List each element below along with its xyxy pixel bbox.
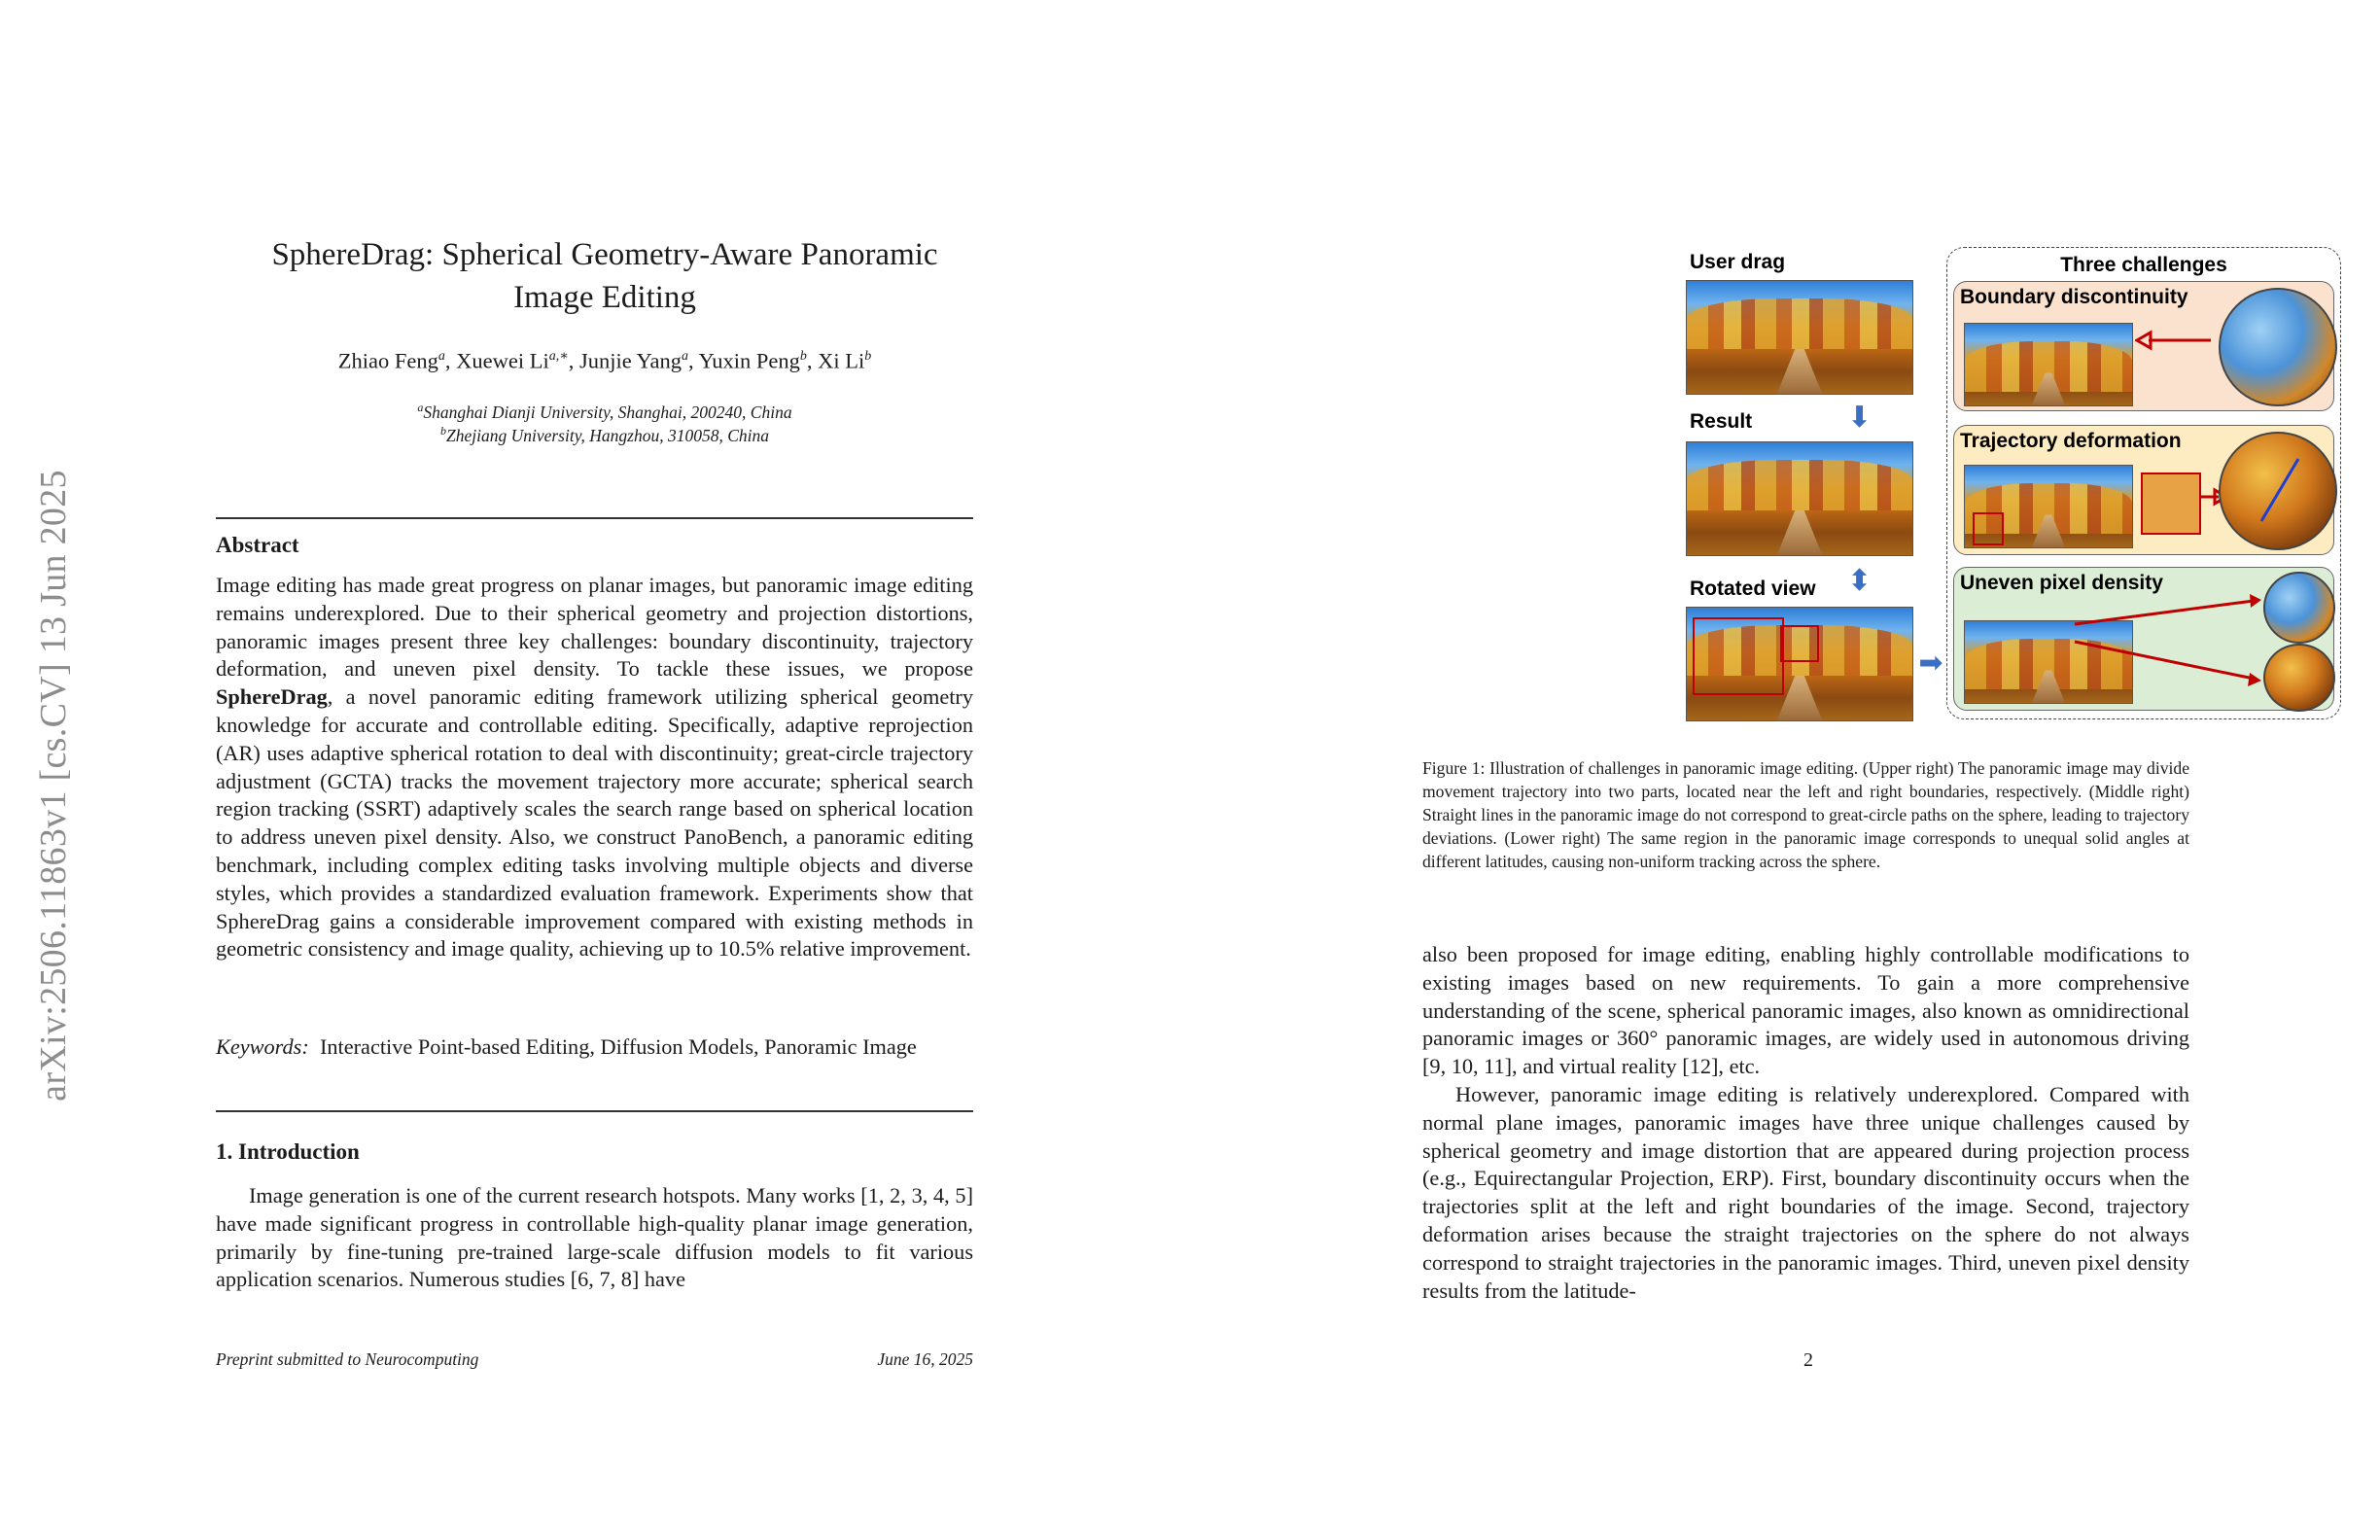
- page-right: [1190, 0, 2380, 1540]
- affiliation-sup: a: [417, 401, 424, 414]
- title-line-2: Image Editing: [513, 280, 696, 315]
- challenge-label: Uneven pixel density: [1960, 572, 2163, 594]
- figure-caption: Figure 1: Illustration of challenges in panoramic image editing. (Upper right) The panoramic image may divide movement trajectory into two parts, located near the left and right boundaries, respectively. (Middle right) Straight lines in the panoramic image do not correspond to great-circle paths on the sphere, leading to trajectory deviations. (Lower right) The same region in the panoramic image corresponds to unequal solid angles at different latitudes, causing non-uniform tracking across the sphere.: [1422, 758, 2189, 871]
- challenge-label: Trajectory deformation: [1960, 430, 2182, 452]
- keywords-text: Interactive Point-based Editing, Diffusion Models, Panoramic Image: [319, 1034, 917, 1059]
- affiliation-b: [216, 424, 994, 446]
- sphere-icon: [2263, 644, 2335, 712]
- right-body-paragraph-2: However, panoramic image editing is relatively underexplored. Compared with normal plane images, panoramic images have three unique challenges caused by spherical geometry and image distortion that are appeared during projection process (e.g., Equirectangular Projection, ERP). First, boundary discontinuity occurs when the trajectories split at the left and right boundaries of the image. Second, trajectory deformation arises because the straight trajectories on the sphere do not always correspond to straight trajectories in the panoramic images. Third, uneven pixel density results from the latitude-: [1422, 1082, 2189, 1303]
- challenge-panel-boundary: [1953, 281, 2334, 411]
- sphere-icon: [2219, 432, 2337, 550]
- pano-trees: [1687, 298, 1912, 349]
- footer-journal: Preprint submitted to Neurocomputing: [216, 1349, 479, 1369]
- right-body-paragraph-1: also been proposed for image editing, enabling highly controllable modifications to existing images based on new requirements. To gain a more comprehensive understanding of the scene, spherical panoramic images, also known as omnidirectional panoramic images or 360° panoramic images, are widely used in autonomous driving [9, 10, 11], and virtual reality [12], etc.: [1422, 942, 2189, 1079]
- introduction-heading: 1. Introduction: [216, 1139, 360, 1164]
- footer-date: June 16, 2025: [877, 1349, 973, 1369]
- divider-top: [216, 517, 973, 519]
- challenges-title: Three challenges: [2060, 254, 2227, 276]
- arxiv-stamp: arXiv:2506.11863v1 [cs.CV] 13 Jun 2025: [33, 470, 74, 1102]
- abstract-heading: Abstract: [216, 533, 299, 557]
- figure-1: [1443, 243, 2357, 729]
- page-number: 2: [1803, 1349, 1813, 1371]
- pano-trees: [1687, 460, 1912, 510]
- abstract-text-1: Image editing has made great progress on planar images, but panoramic image editing remains underexplored. Due to their spherical geometry and projection distortions, panoramic images present three key challenges: boundary discontinuity, trajectory deformation, and uneven pixel density. To tackle these issues, we propose: [216, 573, 973, 682]
- arrow-right-icon: ⬇: [1915, 650, 1949, 676]
- author-sup: b: [799, 349, 807, 364]
- sphere-icon: [2219, 288, 2337, 406]
- keywords-label: Keywords:: [216, 1034, 309, 1059]
- title-line-1: SphereDrag: Spherical Geometry-Aware Panoramic: [271, 237, 938, 272]
- label-rotated-view: Rotated view: [1690, 578, 1816, 600]
- pano-path: [1777, 510, 1822, 555]
- keywords: [216, 1033, 973, 1062]
- pano-rotated: [1686, 607, 1913, 721]
- pano-user-drag: [1686, 280, 1913, 395]
- author-name: Xi Li: [818, 348, 865, 373]
- highlight-box: [1973, 512, 2004, 545]
- author-name: Xuewei Li: [456, 348, 549, 373]
- arrow-left-icon: [2135, 321, 2213, 360]
- author-name: Yuxin Peng: [698, 348, 800, 373]
- label-result: Result: [1690, 410, 1753, 433]
- challenges-frame: [1946, 247, 2341, 719]
- affiliation-a: [216, 401, 994, 423]
- arrow-updown-icon: ⬍: [1847, 564, 1872, 598]
- affiliation-sup: b: [439, 424, 446, 438]
- sphere-icon: [2263, 572, 2335, 644]
- author-sup: b: [864, 349, 872, 364]
- author-name: Zhiao Feng: [337, 348, 438, 373]
- challenge-panel-density: [1953, 567, 2334, 711]
- author-list: Zhiao Feng$^a$, Xuewei $Li^{a,∗}$, Junjie Yang$^a$, Yuxin Peng$^b$, Xi Li$^b$: [337, 348, 872, 373]
- label-user-drag: User drag: [1690, 251, 1786, 273]
- challenge-panel-trajectory: [1953, 425, 2334, 555]
- arrow-down-icon: ⬇: [1847, 401, 1872, 435]
- affiliation-text: Shanghai Dianji University, Shanghai, 200240, China: [423, 402, 792, 422]
- author-name: Junjie Yang: [579, 348, 682, 373]
- challenge-label: Boundary discontinuity: [1960, 286, 2188, 308]
- pano-path: [1777, 349, 1822, 394]
- divider-bottom: [216, 1110, 973, 1112]
- introduction-body: Image generation is one of the current research hotspots. Many works [1, 2, 3, 4, 5] have made significant progress in controllable high-quality planar image generation, primarily by fine-tuning pre-trained large-scale diffusion models to fit various application scenarios. Numerous studies [6, 7, 8] have: [216, 1183, 973, 1292]
- challenge-pano: [1964, 465, 2133, 548]
- affiliation-text: Zhejiang University, Hangzhou, 310058, China: [445, 425, 769, 445]
- paper-title: [216, 233, 994, 319]
- author-sup: a: [438, 349, 445, 364]
- density-arrows: [2071, 585, 2265, 692]
- author-sup: a: [682, 349, 689, 364]
- zoom-box: [2141, 472, 2201, 535]
- trajectory-line: [2221, 434, 2335, 548]
- abstract-body: [216, 572, 973, 963]
- highlight-box: [1780, 625, 1819, 662]
- challenge-pano: [1964, 323, 2133, 406]
- pano-result: [1686, 441, 1913, 556]
- author-sup: a,∗: [548, 349, 569, 364]
- abstract-method-name: SphereDrag: [216, 684, 328, 710]
- highlight-box: [1693, 617, 1784, 695]
- abstract-text-2: , a novel panoramic editing framework utilizing spherical geometry knowledge for accurate and controllable editing. Specifically, adaptive reprojection (AR) uses adaptive spherical rotation to deal with discontinuity; great-circle trajectory adjustment (GCTA) tracks the movement trajectory more accurate; spherical search region tracking (SSRT) adaptively scales the search range based on spherical location to address uneven pixel density. Also, we construct PanoBench, a panoramic editing benchmark, including complex editing tasks involving multiple objects and diverse styles, which provides a standardized evaluation framework. Experiments show that SphereDrag gains a considerable improvement compared with existing methods in geometric consistency and image quality, achieving up to 10.5% relative improvement.: [216, 684, 973, 962]
